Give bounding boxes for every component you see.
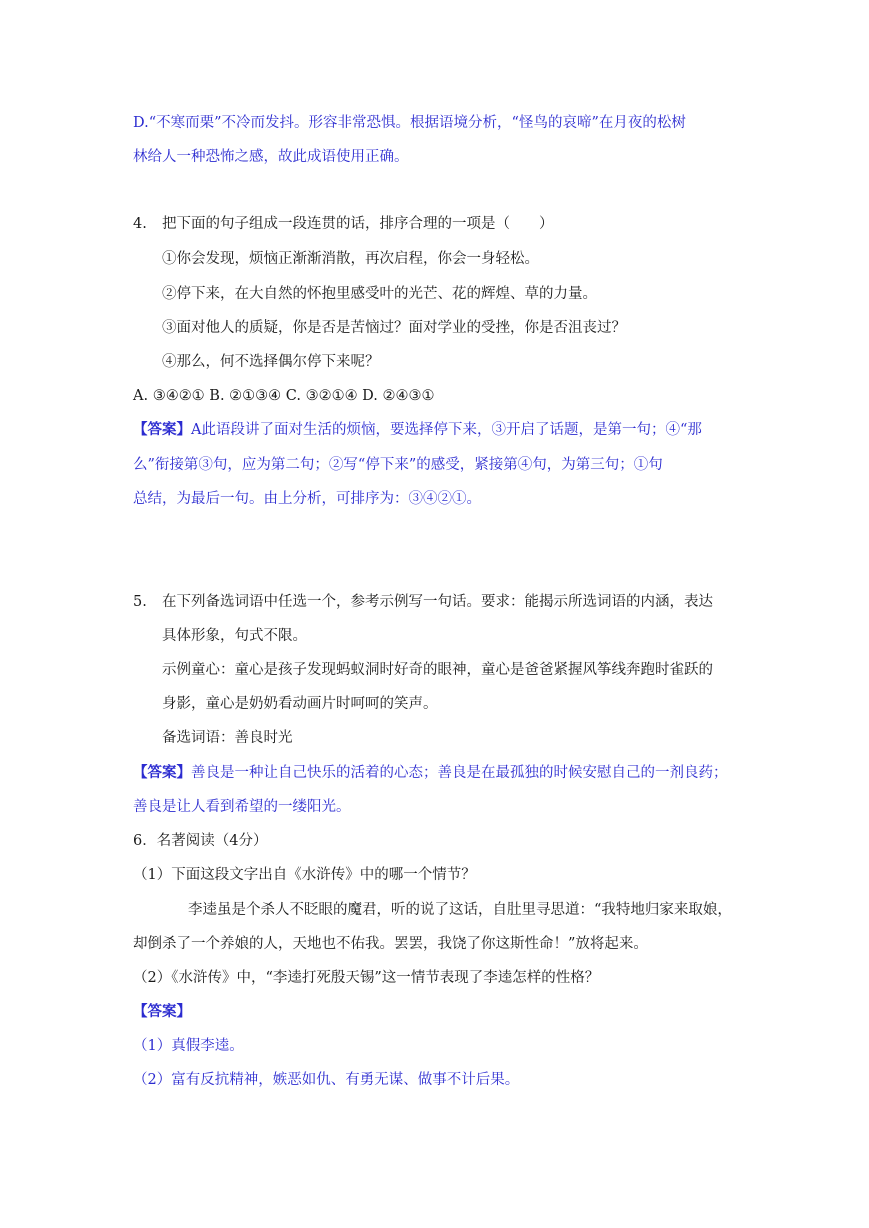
q4-sentence-3: ③面对他人的质疑，你是否是苦恼过？面对学业的受挫，你是否沮丧过？ [162,320,626,336]
q4-answer-tag: 【答案】 [133,421,191,438]
q4-options: A. ③④②① B. ②①③④ C. ③②①④ D. ②④③① [133,388,435,404]
q5-prompt-line-1: 在下列备选词语中任选一个，参考示例写一句话。要求：能揭示所选词语的内涵，表达 [162,594,713,610]
q4-sentence-4: ④那么，何不选择偶尔停下来呢？ [162,354,380,370]
q6-heading: 6．名著阅读（4分） [133,833,268,849]
q4-sentence-2: ②停下来，在大自然的怀抱里感受叶的光芒、花的辉煌、草的力量。 [162,286,597,302]
q4-answer-line-3: 总结，为最后一句。由上分析，可排序为：③④②①。 [133,491,481,507]
q5-answer-tag: 【答案】 [133,764,191,781]
q5-example-line-2: 身影，童心是奶奶看动画片时呵呵的笑声。 [162,696,438,712]
q6-sub-2: （2）《水浒传》中，“李逵打死殷天锡”这一情节表现了李逵怎样的性格？ [133,970,600,986]
q6-passage-line-2: 却倒杀了一个养娘的人，天地也不佑我。罢罢，我饶了你这斯性命！”放将起来。 [133,936,648,952]
q4-answer-text-1: A此语段讲了面对生活的烦恼，要选择停下来，③开启了话题，是第一句；④“那 [191,422,702,438]
q4-answer-line-1 [133,420,702,440]
q5-answer-line-2: 善良是让人看到希望的一缕阳光。 [133,799,351,815]
q4-number: 4. [133,216,147,232]
q5-example-line-1: 示例童心：童心是孩子发现蚂蚁洞时好奇的眼神，童心是爸爸紧握风筝线奔跑时雀跃的 [162,662,713,678]
q6-answer-tag: 【答案】 [133,1003,191,1020]
q5-answer-text-1: 善良是一种让自己快乐的活着的心态；善良是在最孤独的时候安慰自己的一剂良药； [191,765,728,781]
q4-prompt: 把下面的句子组成一段连贯的话，排序合理的一项是（ ） [162,216,554,232]
q5-answer-line-1 [133,763,728,783]
q5-number: 5. [133,594,147,610]
q5-choices: 备选词语：善良时光 [162,730,293,746]
q6-passage-line-1: 李逵虽是个杀人不眨眼的魔君，听的说了这话，自肚里寻思道：“我特地归家来取娘， [188,902,732,918]
q6-answer-2: （2）富有反抗精神，嫉恶如仇、有勇无谋、做事不计后果。 [133,1072,520,1088]
q4-answer-line-2: 么”衔接第③句，应为第二句；②写“停下来”的感受，紧接第④句，为第三句；①句 [133,457,663,473]
q4-sentence-1: ①你会发现，烦恼正渐渐消散，再次启程，你会一身轻松。 [162,251,539,267]
q3-explanation-line-2: 林给人一种恐怖之感，故此成语使用正确。 [133,149,409,165]
q6-sub-1: （1）下面这段文字出自《水浒传》中的哪一个情节？ [133,867,476,883]
q3-explanation-line-1: D.“不寒而栗”不冷而发抖。形容非常恐惧。根据语境分析，“怪鸟的哀啼”在月夜的松树 [133,115,686,131]
q5-prompt-line-2: 具体形象，句式不限。 [162,628,307,644]
q6-answer-1: （1）真假李逵。 [133,1038,244,1054]
